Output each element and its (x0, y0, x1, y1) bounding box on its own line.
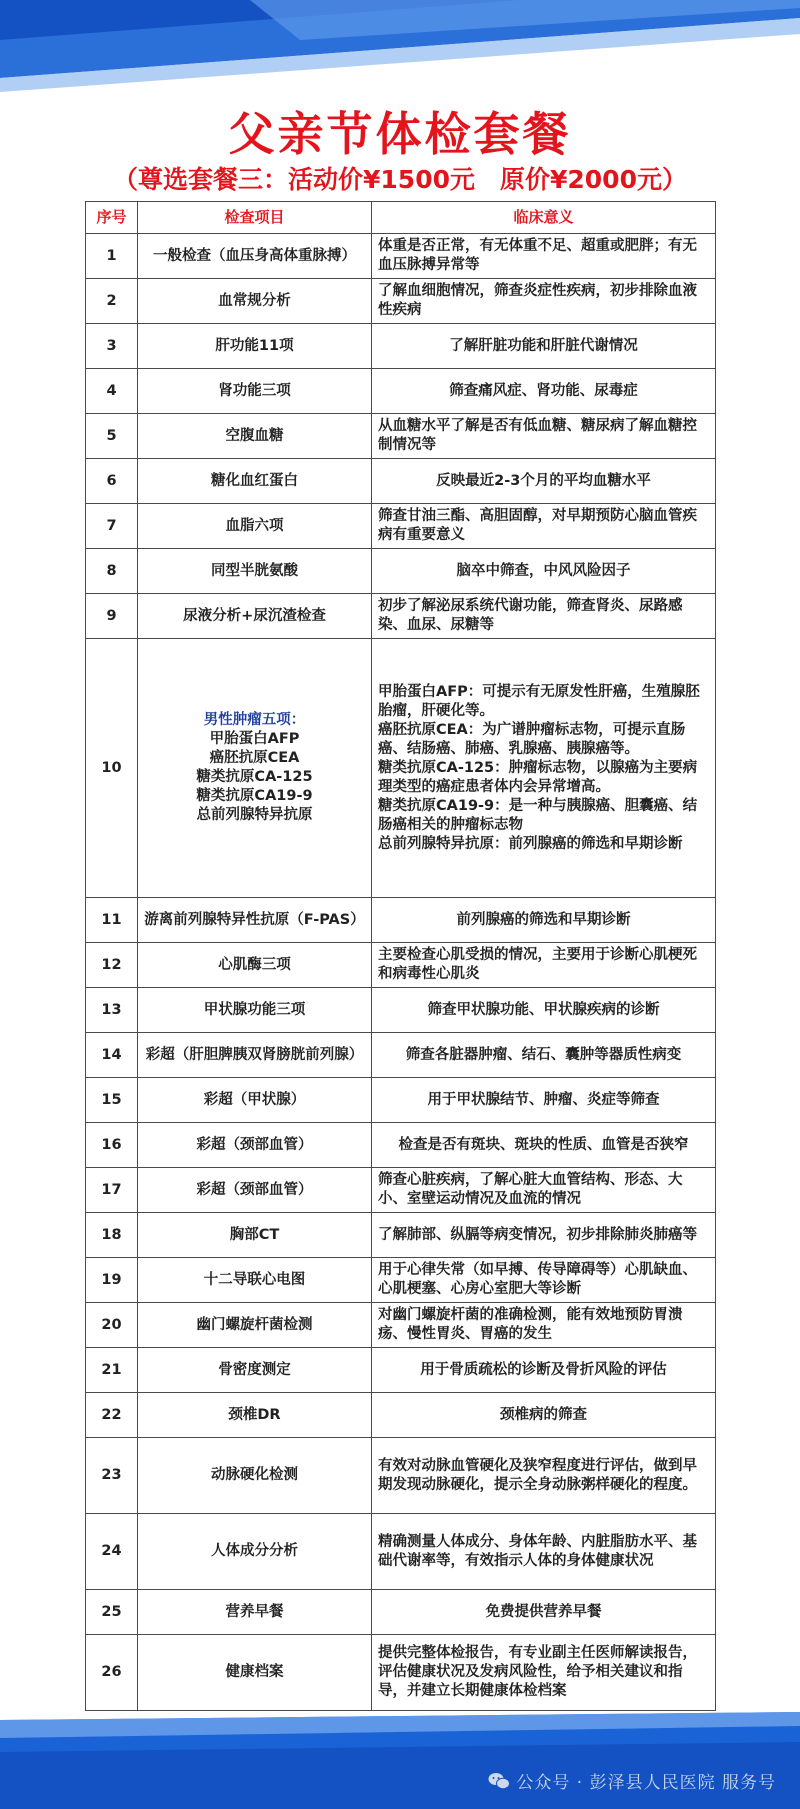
row-meaning: 了解肝脏功能和肝脏代谢情况 (372, 324, 716, 369)
row-number: 9 (86, 594, 138, 639)
row-item: 十二导联心电图 (138, 1258, 372, 1303)
row-meaning: 前列腺癌的筛选和早期诊断 (372, 898, 716, 943)
row-item: 彩超（肝胆脾胰双肾膀胱前列腺） (138, 1033, 372, 1078)
row-meaning: 从血糖水平了解是否有低血糖、糖尿病了解血糖控制情况等 (372, 414, 716, 459)
row-number: 5 (86, 414, 138, 459)
row-meaning: 用于心律失常（如早搏、传导障碍等）心肌缺血、心肌梗塞、心房心室肥大等诊断 (372, 1258, 716, 1303)
row-item: 动脉硬化检测 (138, 1438, 372, 1514)
row-item-tumor-markers (138, 639, 372, 898)
tumor-marker-item: 总前列腺特异抗原 (196, 807, 313, 823)
row-meaning-tumor-markers (372, 639, 716, 898)
table-row (86, 1258, 716, 1303)
row-number: 23 (86, 1438, 138, 1514)
row-meaning: 颈椎病的筛查 (372, 1393, 716, 1438)
table-row (86, 1123, 716, 1168)
table-row (86, 1078, 716, 1123)
table-row (86, 988, 716, 1033)
row-meaning: 反映最近2-3个月的平均血糖水平 (372, 459, 716, 504)
row-item: 胸部CT (138, 1213, 372, 1258)
row-item: 健康档案 (138, 1635, 372, 1711)
row-meaning: 了解肺部、纵膈等病变情况，初步排除肺炎肺癌等 (372, 1213, 716, 1258)
footer-account-text: 公众号 · 彭泽县人民医院 服务号 (516, 1773, 776, 1793)
row-item: 幽门螺旋杆菌检测 (138, 1303, 372, 1348)
row-number: 2 (86, 279, 138, 324)
row-item: 营养早餐 (138, 1590, 372, 1635)
row-number: 25 (86, 1590, 138, 1635)
row-number: 6 (86, 459, 138, 504)
footer-account (488, 1768, 776, 1793)
tumor-marker-meaning: 糖类抗原CA-125：肿瘤标志物，以腺癌为主要病理类型的癌症患者体内会异常增高。 (378, 759, 698, 795)
table-row (86, 1213, 716, 1258)
row-item: 一般检查（血压身高体重脉搏） (138, 234, 372, 279)
header-number: 序号 (86, 202, 138, 234)
row-meaning: 筛查心脏疾病，了解心脏大血管结构、形态、大小、室壁运动情况及血流的情况 (372, 1168, 716, 1213)
row-number: 26 (86, 1635, 138, 1711)
row-item: 人体成分分析 (138, 1514, 372, 1590)
top-banner (0, 0, 800, 100)
row-number: 10 (86, 639, 138, 898)
wechat-icon (488, 1772, 510, 1790)
tumor-marker-item: 糖类抗原CA19-9 (196, 788, 313, 804)
page-title: 父亲节体检套餐 (228, 107, 572, 161)
row-meaning: 筛查甘油三酯、高胆固醇，对早期预防心脑血管疾病有重要意义 (372, 504, 716, 549)
row-number: 12 (86, 943, 138, 988)
row-meaning: 提供完整体检报告，有专业副主任医师解读报告，评估健康状况及发病风险性，给予相关建议和指导，并建立长期健康体检档案 (372, 1635, 716, 1711)
row-item: 骨密度测定 (138, 1348, 372, 1393)
table-row (86, 1635, 716, 1711)
tumor-marker-meaning: 癌胚抗原CEA：为广谱肿瘤标志物，可提示直肠癌、结肠癌、肺癌、乳腺癌、胰腺癌等。 (378, 721, 686, 757)
row-meaning: 筛查痛风症、肾功能、尿毒症 (372, 369, 716, 414)
table-row (86, 639, 716, 898)
table-row (86, 898, 716, 943)
row-meaning: 对幽门螺旋杆菌的准确检测，能有效地预防胃溃疡、慢性胃炎、胃癌的发生 (372, 1303, 716, 1348)
table-row (86, 1590, 716, 1635)
row-item: 肾功能三项 (138, 369, 372, 414)
row-meaning: 用于骨质疏松的诊断及骨折风险的评估 (372, 1348, 716, 1393)
bottom-banner (0, 1712, 800, 1809)
table-row (86, 1168, 716, 1213)
row-number: 8 (86, 549, 138, 594)
row-number: 19 (86, 1258, 138, 1303)
row-item: 肝功能11项 (138, 324, 372, 369)
row-item: 心肌酶三项 (138, 943, 372, 988)
checkup-items-table (85, 201, 716, 1711)
table-row (86, 1393, 716, 1438)
row-number: 7 (86, 504, 138, 549)
row-item: 甲状腺功能三项 (138, 988, 372, 1033)
table-row (86, 549, 716, 594)
table-row (86, 279, 716, 324)
row-meaning: 有效对动脉血管硬化及狭窄程度进行评估，做到早期发现动脉硬化，提示全身动脉粥样硬化的程度。 (372, 1438, 716, 1514)
row-number: 20 (86, 1303, 138, 1348)
table-row (86, 1514, 716, 1590)
table-row (86, 459, 716, 504)
row-item: 尿液分析+尿沉渣检查 (138, 594, 372, 639)
row-item: 彩超（颈部血管） (138, 1123, 372, 1168)
row-item: 糖化血红蛋白 (138, 459, 372, 504)
header-item: 检查项目 (138, 202, 372, 234)
row-meaning: 筛查各脏器肿瘤、结石、囊肿等器质性病变 (372, 1033, 716, 1078)
tumor-markers-title: 男性肿瘤五项： (203, 712, 306, 728)
row-number: 24 (86, 1514, 138, 1590)
bottom-banner-graphic (0, 1712, 800, 1809)
row-number: 15 (86, 1078, 138, 1123)
row-number: 17 (86, 1168, 138, 1213)
row-number: 18 (86, 1213, 138, 1258)
row-number: 4 (86, 369, 138, 414)
row-meaning: 免费提供营养早餐 (372, 1590, 716, 1635)
row-item: 血脂六项 (138, 504, 372, 549)
row-meaning: 主要检查心肌受损的情况，主要用于诊断心肌梗死和病毒性心肌炎 (372, 943, 716, 988)
package-price-subtitle: （尊选套餐三：活动价¥1500元 原价¥2000元） (113, 165, 687, 194)
tumor-marker-meaning: 甲胎蛋白AFP：可提示有无原发性肝癌，生殖腺胚胎瘤，肝硬化等。 (378, 683, 700, 719)
table-row (86, 1303, 716, 1348)
row-meaning: 精确测量人体成分、身体年龄、内脏脂肪水平、基础代谢率等，有效指示人体的身体健康状况 (372, 1514, 716, 1590)
row-number: 21 (86, 1348, 138, 1393)
row-meaning: 了解血细胞情况，筛查炎症性疾病，初步排除血液性疾病 (372, 279, 716, 324)
row-meaning: 初步了解泌尿系统代谢功能，筛查肾炎、尿路感染、血尿、尿糖等 (372, 594, 716, 639)
table-row (86, 414, 716, 459)
row-item: 血常规分析 (138, 279, 372, 324)
table-row (86, 943, 716, 988)
table-row (86, 1348, 716, 1393)
row-number: 13 (86, 988, 138, 1033)
row-item: 空腹血糖 (138, 414, 372, 459)
table-row (86, 234, 716, 279)
tumor-marker-item: 糖类抗原CA-125 (196, 769, 313, 785)
tumor-marker-item: 甲胎蛋白AFP (209, 731, 300, 747)
table-row (86, 1033, 716, 1078)
row-number: 22 (86, 1393, 138, 1438)
row-meaning: 脑卒中筛查，中风风险因子 (372, 549, 716, 594)
row-meaning: 筛查甲状腺功能、甲状腺疾病的诊断 (372, 988, 716, 1033)
table-row (86, 594, 716, 639)
row-number: 14 (86, 1033, 138, 1078)
table-row (86, 504, 716, 549)
row-item: 彩超（颈部血管） (138, 1168, 372, 1213)
row-item: 游离前列腺特异性抗原（F-PAS） (138, 898, 372, 943)
tumor-marker-item: 癌胚抗原CEA (209, 750, 300, 766)
row-meaning: 体重是否正常，有无体重不足、超重或肥胖；有无血压脉搏异常等 (372, 234, 716, 279)
row-item: 颈椎DR (138, 1393, 372, 1438)
row-meaning: 用于甲状腺结节、肿瘤、炎症等筛查 (372, 1078, 716, 1123)
row-number: 3 (86, 324, 138, 369)
table-row (86, 324, 716, 369)
row-number: 16 (86, 1123, 138, 1168)
header-meaning: 临床意义 (372, 202, 716, 234)
row-item: 同型半胱氨酸 (138, 549, 372, 594)
row-item: 彩超（甲状腺） (138, 1078, 372, 1123)
table-row (86, 1438, 716, 1514)
table-header-row (86, 202, 716, 234)
table-row (86, 369, 716, 414)
tumor-marker-meaning: 糖类抗原CA19-9：是一种与胰腺癌、胆囊癌、结肠癌相关的肿瘤标志物 (378, 797, 698, 833)
row-meaning: 检查是否有斑块、斑块的性质、血管是否狭窄 (372, 1123, 716, 1168)
top-banner-graphic (0, 0, 800, 100)
row-number: 11 (86, 898, 138, 943)
tumor-marker-meaning: 总前列腺特异抗原：前列腺癌的筛选和早期诊断 (378, 835, 683, 852)
row-number: 1 (86, 234, 138, 279)
